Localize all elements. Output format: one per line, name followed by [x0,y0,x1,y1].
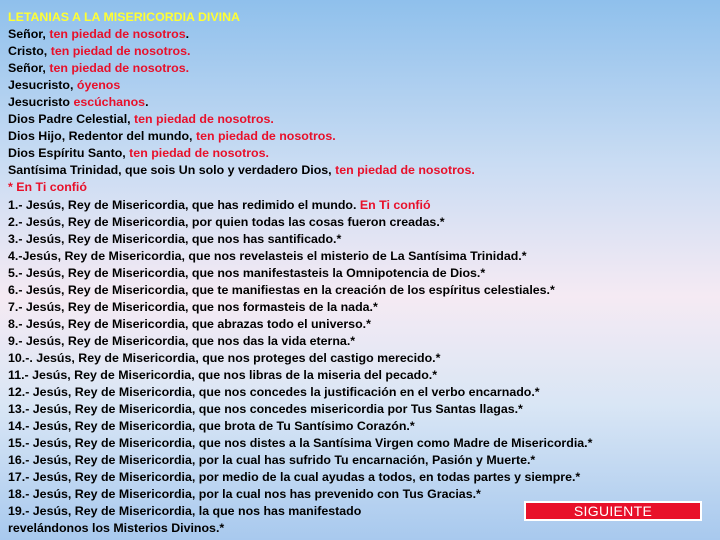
litany-invocation: Dios Espíritu Santo, [8,146,130,161]
litany-line [8,60,714,77]
litany-invocation: 19.- Jesús, Rey de Misericordia, la que nos has manifestado [8,504,362,519]
litany-invocation: 9.- Jesús, Rey de Misericordia, que nos das la vida eterna.* [8,333,356,348]
litany-line [8,145,714,162]
litany-invocation: 14.- Jesús, Rey de Misericordia, que brota de Tu Santísimo Corazón.* [8,419,415,434]
litany-response: ten piedad de nosotros. [129,146,269,161]
litany-invocation: Señor, [8,27,50,42]
litany-invocation: 5.- Jesús, Rey de Misericordia, que nos manifestasteis la Omnipotencia de Dios.* [8,265,486,280]
litany-line [8,333,714,350]
litany-invocation: 17.- Jesús, Rey de Misericordia, por medio de la cual ayudas a todos, en todas partes y siempre.* [8,470,581,485]
litany-response: ten piedad de nosotros. [335,163,475,178]
litany-line [8,214,714,231]
litany-invocation: 18.- Jesús, Rey de Misericordia, por la cual nos has prevenido con Tus Gracias.* [8,487,481,502]
litany-invocation: 6.- Jesús, Rey de Misericordia, que te manifiestas en la creación de los espíritus celestiales.* [8,282,555,297]
litany-invocation: 13.- Jesús, Rey de Misericordia, que nos concedes misericordia por Tus Santas llagas.* [8,402,523,417]
litany-invocation: 4.-Jesús, Rey de Misericordia, que nos revelasteis el misterio de La Santísima Trinidad.* [8,248,527,263]
litany-invocation: Cristo, [8,44,51,59]
litany-line [8,316,714,333]
litany-line [8,435,714,452]
litany-line [8,94,714,111]
litany-response: * En Ti confió [8,180,87,195]
litany-line [8,520,714,537]
litany-invocation: Dios Padre Celestial, [8,112,135,127]
litany-invocation: 11.- Jesús, Rey de Misericordia, que nos libras de la miseria del pecado.* [8,367,438,382]
litany-line [8,367,714,384]
litany-response: ten piedad de nosotros. [134,112,274,127]
litany-response: ten piedad de nosotros. [50,44,191,59]
slide-title: LETANIAS A LA MISERICORDIA DIVINA [8,10,240,24]
litany-invocation: 2.- Jesús, Rey de Misericordia, por quien todas las cosas fueron creadas.* [8,214,445,229]
litany-invocation: 16.- Jesús, Rey de Misericordia, por la cual has sufrido Tu encarnación, Pasión y Muerte.* [8,453,536,468]
litany-invocation: revelándonos los Misterios Divinos.* [8,521,225,536]
litany-invocation: Jesucristo, [8,78,77,93]
litany-line [8,469,714,486]
litany-invocation: . [145,95,149,110]
litany-line [8,452,714,469]
litany-response: ten piedad de nosotros. [195,129,336,144]
litany-response: ten piedad de nosotros. [49,61,190,76]
litany-invocation: 15.- Jesús, Rey de Misericordia, que nos distes a la Santísima Virgen como Madre de Misericordia.* [8,436,593,451]
litany-line [8,128,714,145]
litany-response: óyenos [76,78,121,93]
litany-invocation: Jesucristo [8,95,74,110]
litany-invocation: 1.- Jesús, Rey de Misericordia, que has redimido el mundo. [8,197,360,212]
litany-lines [8,26,714,537]
litany-line [8,26,714,43]
litany-line [8,401,714,418]
litany-line [8,111,714,128]
litany-line [8,197,714,214]
litany-response: ten piedad de nosotros [49,27,186,42]
litany-line [8,265,714,282]
litany-line [8,350,714,367]
litany-line [8,43,714,60]
litany-line [8,77,714,94]
litany-text-block [8,9,714,537]
litany-line [8,179,714,196]
litany-line [8,231,714,248]
litany-invocation: 12.- Jesús, Rey de Misericordia, que nos concedes la justificación en el verbo encarnado.* [8,385,540,400]
litany-invocation: Santísima Trinidad, que sois Un solo y verdadero Dios, [8,163,336,178]
litany-invocation: 3.- Jesús, Rey de Misericordia, que nos has santificado.* [8,231,342,246]
litany-line [8,248,714,265]
litany-line [8,282,714,299]
litany-invocation: Dios Hijo, Redentor del mundo, [8,129,196,144]
litany-line [8,384,714,401]
litany-line [8,162,714,179]
litany-response: escúchanos [73,95,146,110]
litany-line [8,418,714,435]
litany-line [8,299,714,316]
litany-response: En Ti confió [359,197,431,212]
litany-invocation: . [185,27,190,42]
litany-invocation: 7.- Jesús, Rey de Misericordia, que nos formasteis de la nada.* [8,299,378,314]
next-button[interactable]: SIGUIENTE [524,501,702,521]
litany-invocation: 8.- Jesús, Rey de Misericordia, que abrazas todo el universo.* [8,316,371,331]
litany-invocation: 10.-. Jesús, Rey de Misericordia, que nos proteges del castigo merecido.* [8,350,441,365]
litany-invocation: Señor, [8,61,50,76]
